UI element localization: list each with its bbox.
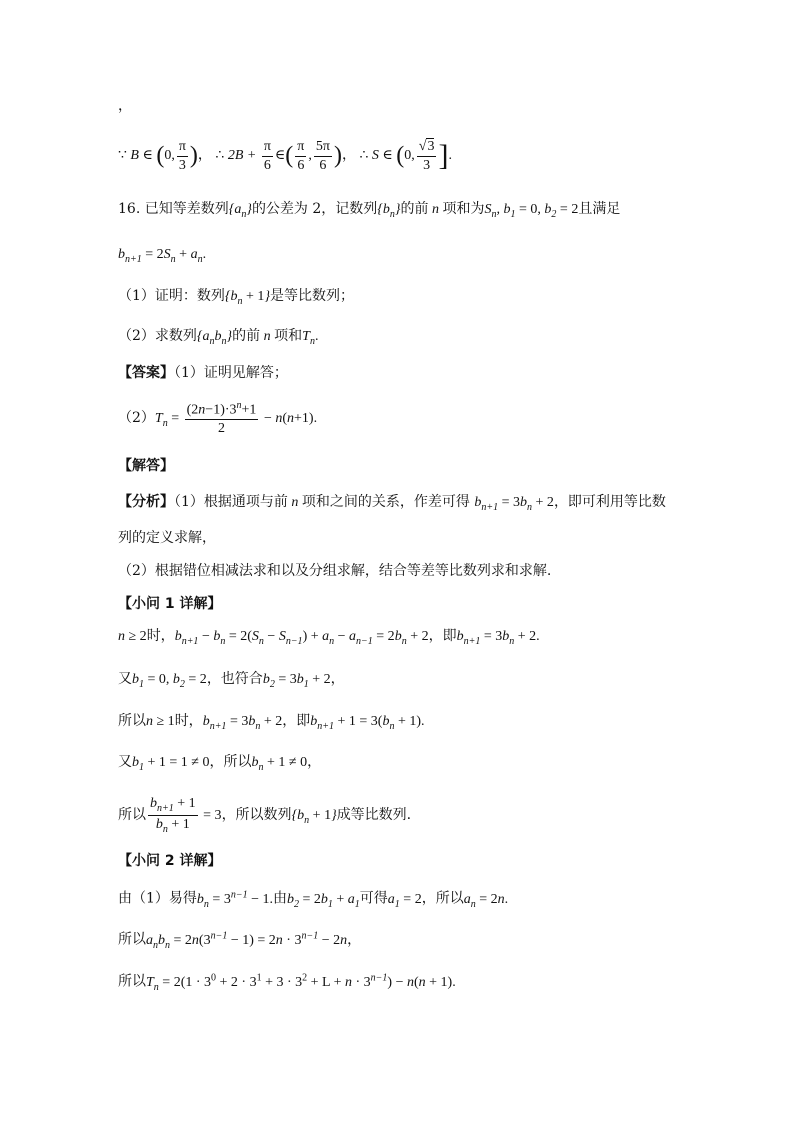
part1-label: 【小问 1 详解】 <box>118 596 222 612</box>
answer-line-1: 【答案】（1）证明见解答； <box>118 365 288 381</box>
part1-line-4: 又$b_1 + 1 = 1 \ne 0$，所以$b_n + 1 \ne 0$， <box>118 754 322 773</box>
part2-line-1: 由（1）易得$b_n = 3^{n-1} - 1$.由$b_2 = 2b_1 + a_1$可得$a_1 = 2$，所以$a_n = 2n$. <box>118 889 509 910</box>
analysis-line-3: （2）根据错位相减法求和以及分组求解，结合等差等比数列求和求解. <box>118 563 552 579</box>
part1-line-3: 所以n ≥ 1时，$b_{n+1} = 3b_n + 2$，即$b_{n+1} + 1 = 3(b_n + 1)$. <box>118 713 425 732</box>
part1-line-1: n ≥ 2时，$b_{n+1} - b_n = 2(S_n - S_{n-1}) + a_n - a_{n-1} = 2b_n + 2$，即$b_{n+1} = 3b_n + 2$. <box>118 628 540 647</box>
problem-16-stem: 16. 已知等差数列$\{a_n\}$的公差为 2，记数列$\{b_n\}$的前 n 项和为$S_n$, $b_1 = 0$, $b_2 = 2$且满足 <box>118 201 621 220</box>
question-2: （2）求数列$\{a_nb_n\}$的前 n 项和$T_n$. <box>118 328 319 347</box>
problem-16-condition: $b_{n+1} = 2S_n + a_n$. <box>118 247 207 265</box>
analysis-line-2: 列的定义求解， <box>118 530 216 546</box>
fragment-comma: ， <box>118 98 132 114</box>
part1-line-2: 又$b_1 = 0$, $b_2 = 2$，也符合$b_2 = 3b_1 + 2$， <box>118 671 345 690</box>
question-1: （1）证明：数列$\{b_n + 1\}$是等比数列； <box>118 288 355 307</box>
solution-label: 【解答】 <box>118 458 174 474</box>
part2-line-3: 所以$T_n = 2(1 \cdot 3^0 + 2 \cdot 3^1 + 3 \cdot 3^2 + L + n \cdot 3^{n-1}) - n(n + 1)$. <box>118 972 456 993</box>
range-conclusion-line: ∵ B ∈ (0, $\frac{\pi}{3}$ )， ∴ 2B + $\frac{\pi}{6}$ ∈( $\frac{\pi}{6}$ , $\frac{5\pi}{6}$ )， ∴ S ∈ (0, $\frac{√3}{3}$ ]. <box>118 139 452 173</box>
answer-line-2: $(2)T_n$ = $\frac{(2n-1)\cdot 3^n+1}{2}$ − n(n+1). <box>118 400 318 437</box>
part1-line-5: 所以 $\frac{b_{n+1} + 1}{b_n + 1}$ = 3，所以数列$\{b_n + 1\}$成等比数列. <box>118 796 412 836</box>
analysis-line-1: 【分析】（1）根据通项与前 n 项和之间的关系，作差可得 $b_{n+1} = 3b_n + 2$，即可利用等比数 <box>118 494 666 513</box>
part2-line-2: 所以$a_nb_n = 2n(3^{n-1} - 1) = 2n \cdot 3^{n-1} - 2n$， <box>118 930 362 951</box>
part2-label: 【小问 2 详解】 <box>118 853 222 869</box>
